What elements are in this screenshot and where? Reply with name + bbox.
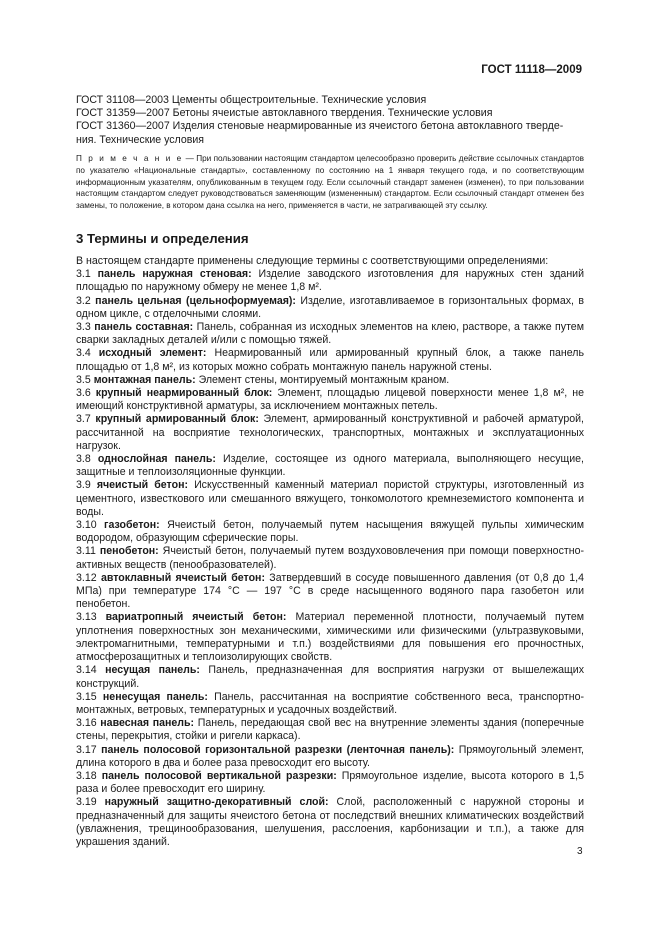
term-definition: Прямоугольный элемент, длина которого в два и более раза превосходит его высоту.: [76, 743, 584, 769]
term-name: однослойная панель:: [97, 453, 216, 466]
note-label: П р и м е ч а н и е: [76, 154, 184, 163]
term-number: 3.18: [76, 769, 97, 782]
term-definition: Панель, передающая свой вес на внутренние элементы здания (поперечные стены, перекрытия, стойки и ригели каркаса).: [76, 717, 584, 743]
term-name: пенобетон:: [99, 545, 159, 558]
term-paragraph: [76, 691, 584, 717]
term-name: панель наружная стеновая:: [97, 268, 252, 281]
term-name: автоклавный ячеистый бетон:: [100, 571, 265, 584]
term-paragraph: [76, 347, 584, 373]
term-definition: Панель, собранная из исходных элементов на клею, растворе, а также путем сварки закладных деталей и/или с помощью тяжей.: [76, 321, 584, 347]
reference-item: ГОСТ 31359—2007 Бетоны ячеистые автоклавного твердения. Технические условия: [76, 107, 493, 120]
term-paragraph: [76, 387, 584, 413]
term-definition: Прямоугольное изделие, высота которого в 1,5 раза и более превосходит его ширину.: [76, 769, 584, 796]
term-definition: Слой, расположенный с наружной стороны и предназначенный для защиты ячеистого бетона от последствий внешних климатических воздействий (увлажнения, трещинообразования, шелушения, расслоения, карбонизации и т.п.), а также для украшения зданий.: [76, 796, 584, 848]
term-name: крупный неармированный блок:: [95, 387, 273, 400]
term-definition: Затвердевший в сосуде повышенного давления (от 0,8 до 1,4 МПа) при температуре 174 °С — 197 °С в среде насыщенного водяного пара газобетон или пенобетон.: [76, 571, 584, 611]
term-number: 3.3: [76, 321, 91, 334]
terms-body: [76, 255, 584, 849]
term-definition: Элемент стены, монтируемый монтажным краном.: [195, 373, 450, 386]
term-paragraph: [76, 545, 584, 571]
term-name: газобетон:: [104, 519, 160, 532]
term-number: 3.19: [76, 796, 97, 809]
term-definition: Неармированный или армированный крупный блок, а также панель площадью от 1,8 м², из которых можно собрать монтажную панель наружной стены.: [76, 347, 584, 373]
term-definition: Материал переменной плотности, получаемый путем уплотнения поверхностных зон механическими, химическими или физическими (ультразвуковыми, электромагнитными, температурными и т.п.) воздействиями для повышения его прочностных, атмосферозащитных и теплоизолирующих свойств.: [76, 611, 584, 664]
term-number: 3.6: [76, 387, 91, 400]
term-name: вариатропный ячеистый бетон:: [105, 611, 287, 624]
term-definition: Панель, предназначенная для восприятия нагрузки от вышележащих конструкций.: [76, 664, 584, 690]
term-definition: Изделие, изготавливаемое в горизонтальных формах, в одном цикле, с отделочными слоями.: [76, 294, 584, 320]
term-name: наружный защитно-декоративный слой:: [104, 796, 329, 809]
term-paragraph: [76, 374, 584, 387]
term-name: крупный армированный блок:: [95, 413, 259, 426]
term-paragraph: [76, 744, 584, 770]
term-paragraph: [76, 572, 584, 612]
term-number: 3.16: [76, 717, 97, 730]
term-number: 3.12: [76, 571, 97, 584]
term-paragraph: [76, 453, 584, 479]
term-definition: Изделие заводского изготовления для наружных стен зданий площадью по наружному обмеру не менее 1,8 м².: [76, 268, 584, 294]
term-paragraph: [76, 611, 584, 664]
term-number: 3.11: [76, 545, 96, 558]
term-definition: Искусственный каменный материал пористой структуры, изготовленный из цементного, известкового или смешанного вяжущего, тонкомолотого кремнеземистого компонента и воды.: [76, 479, 584, 518]
term-name: панель составная:: [94, 321, 194, 334]
term-paragraph: [76, 664, 584, 690]
term-name: панель полосовой вертикальной разрезки:: [101, 769, 337, 782]
note-text: — При пользовании настоящим стандартом целесообразно проверить действие ссылочных стандартов по указателю «Национальные стандарты», составленному по состоянию на 1 января текущего года, и по соответствующим информационным указателям, опубликованным в текущем году. Если ссылочный стандарт заменен (изменен), то при пользовании настоящим стандартом следует руководствоваться заменяющим (измененным) стандартом. Если ссылочный стандарт отменен без замены, то положение, в котором дана ссылка на него, применяется в части, не затрагивающей эту ссылку.: [76, 154, 584, 211]
section-title: 3 Термины и определения: [76, 231, 249, 246]
term-number: 3.5: [76, 373, 91, 386]
term-number: 3.8: [76, 453, 91, 466]
term-number: 3.7: [76, 413, 91, 426]
term-definition: Ячеистый бетон, получаемый путем насыщения вяжущей пульпы химическим водородом, образующим сферические поры.: [76, 519, 584, 545]
reference-item: ния. Технические условия: [76, 133, 205, 146]
term-paragraph: [76, 479, 584, 519]
term-paragraph: [76, 770, 584, 796]
term-name: несущая панель:: [105, 664, 200, 677]
reference-list: [76, 94, 584, 147]
intro-paragraph: [76, 255, 584, 268]
term-definition: Ячеистый бетон, получаемый путем воздухововлечения при помощи поверхностно-активных веществ (пенообразователей).: [76, 545, 584, 571]
term-paragraph: [76, 796, 584, 849]
intro-text: В настоящем стандарте применены следующие термины с соответствующими определениями:: [76, 255, 549, 267]
term-number: 3.10: [76, 519, 97, 532]
term-number: 3.13: [76, 611, 97, 624]
term-name: монтажная панель:: [93, 373, 196, 386]
term-definition: Элемент, армированный конструктивной и рабочей арматурой, рассчитанной на восприятие технологических, транспортных, монтажных и эксплуатационных нагрузок.: [76, 413, 584, 452]
term-number: 3.14: [76, 664, 97, 677]
term-definition: Панель, рассчитанная на восприятие собственного веса, транспортно-монтажных, ветровых, температурных и усадочных воздействий.: [76, 690, 584, 716]
term-name: исходный элемент:: [98, 347, 207, 360]
term-name: панель цельная (цельноформуемая):: [95, 294, 296, 307]
note-block: [76, 153, 584, 212]
term-paragraph: [76, 717, 584, 743]
term-definition: Изделие, состоящее из одного материала, выполняющего несущие, защитные и теплоизоляционные функции.: [76, 453, 584, 479]
term-number: 3.4: [76, 347, 91, 360]
term-number: 3.1: [76, 268, 91, 281]
term-paragraph: [76, 321, 584, 347]
term-name: ячеистый бетон:: [96, 479, 188, 492]
reference-item: ГОСТ 31360—2007 Изделия стеновые неармированные из ячеистого бетона автоклавного тверде-: [76, 120, 564, 133]
term-paragraph: [76, 268, 584, 294]
term-number: 3.17: [76, 743, 97, 756]
term-paragraph: [76, 295, 584, 321]
term-name: ненесущая панель:: [102, 690, 208, 703]
term-name: навесная панель:: [100, 717, 195, 730]
term-paragraph: [76, 519, 584, 545]
document-header: ГОСТ 11118—2009: [481, 64, 582, 76]
term-number: 3.9: [76, 479, 91, 492]
term-name: панель полосовой горизонтальной разрезки (ленточная панель):: [101, 743, 455, 756]
page-number: 3: [577, 846, 583, 857]
term-number: 3.2: [76, 294, 91, 307]
reference-item: ГОСТ 31108—2003 Цементы общестроительные. Технические условия: [76, 94, 427, 106]
term-paragraph: [76, 413, 584, 453]
term-number: 3.15: [76, 690, 97, 703]
term-definition: Элемент, площадью лицевой поверхности менее 1,8 м², не имеющий конструктивной арматуры, за исключением монтажных петель.: [76, 387, 584, 413]
